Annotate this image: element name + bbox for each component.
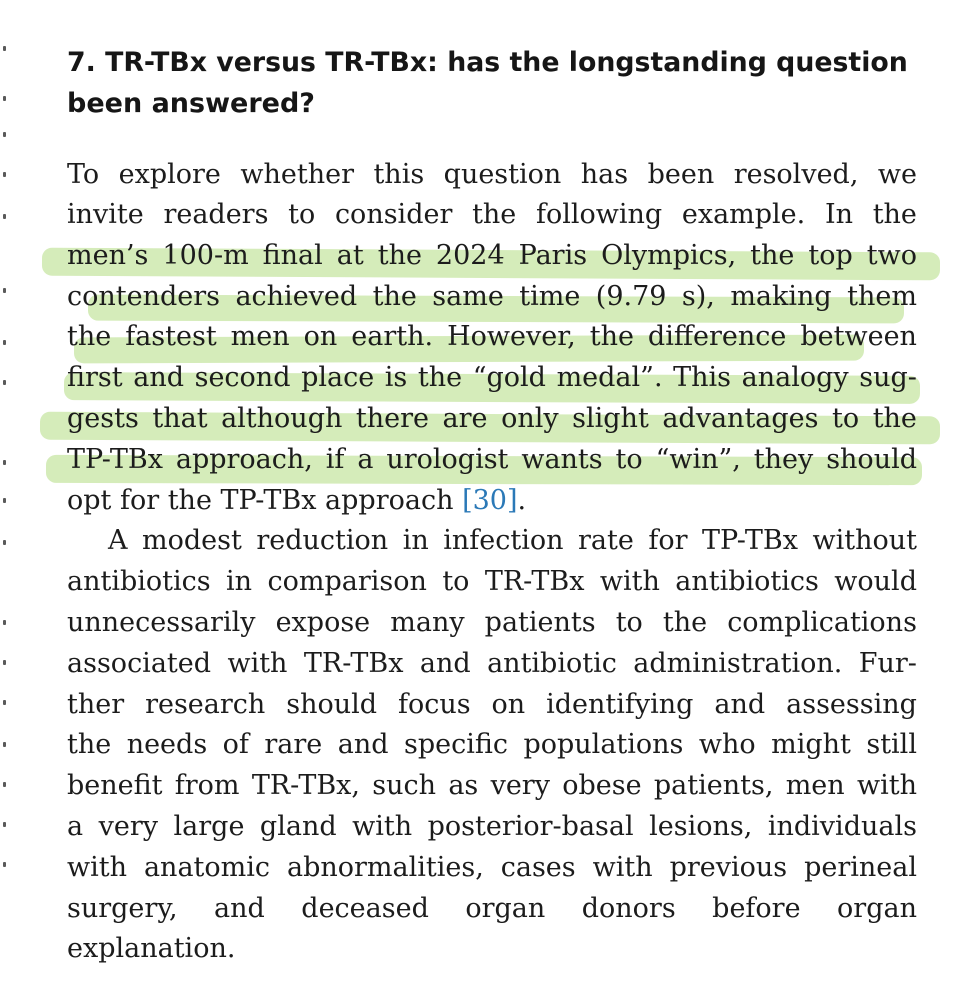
word: reduction	[256, 525, 389, 556]
word: deceased	[301, 893, 429, 924]
text-fragment: opt for the TP-TBx approach	[67, 485, 454, 516]
word: associated	[67, 648, 212, 679]
text-line	[67, 644, 917, 684]
word: rare	[264, 729, 323, 760]
word: the	[67, 321, 112, 352]
word: ther	[67, 689, 125, 720]
word: we	[877, 159, 917, 190]
word: the	[750, 240, 795, 271]
word: place	[301, 362, 375, 393]
word: Paris	[518, 240, 588, 271]
word: with	[599, 566, 660, 597]
word: the	[377, 240, 422, 271]
word: to	[288, 199, 316, 230]
word: specific	[403, 729, 508, 760]
word: donors	[581, 893, 676, 924]
text-line	[67, 440, 917, 480]
word: and	[133, 362, 184, 393]
text-line	[67, 399, 917, 439]
word: surgery,	[67, 893, 178, 924]
word: fastest	[125, 321, 217, 352]
word: Fur-	[858, 648, 917, 679]
word: making	[730, 281, 832, 312]
word: anatomic	[143, 852, 271, 883]
word: of	[222, 729, 249, 760]
word: explore	[118, 159, 221, 190]
text-line	[67, 277, 917, 317]
word: medal”.	[556, 362, 663, 393]
word: Olympics,	[601, 240, 737, 271]
word: following	[535, 199, 663, 230]
word: the	[589, 321, 634, 352]
word: unnecessarily	[67, 607, 256, 638]
word: invite	[67, 199, 144, 230]
word: to	[832, 403, 860, 434]
word: on	[491, 689, 526, 720]
text-line	[67, 766, 917, 806]
word: with	[592, 852, 653, 883]
word: assessing	[786, 689, 917, 720]
word: many	[390, 607, 465, 638]
word: question	[443, 159, 562, 190]
word: contenders	[67, 281, 221, 312]
text-line	[67, 725, 917, 765]
word: without	[812, 525, 917, 556]
word: previous	[669, 852, 788, 883]
word: needs	[126, 729, 208, 760]
word: antibiotics	[67, 566, 211, 597]
word: a	[67, 811, 84, 842]
word: example.	[681, 199, 806, 230]
word: same	[432, 281, 504, 312]
word: posterior-basal	[427, 811, 634, 842]
word: there	[355, 403, 430, 434]
word: A	[108, 525, 128, 556]
word: TR-TBx	[303, 648, 404, 679]
word: this	[373, 159, 425, 190]
word: as	[448, 770, 479, 801]
word: the	[872, 403, 917, 434]
word: the	[872, 199, 917, 230]
word: still	[866, 729, 917, 760]
word: gests	[67, 403, 139, 434]
word: modest	[142, 525, 242, 556]
word: is	[384, 362, 408, 393]
word: comparison	[267, 566, 427, 597]
word: second	[194, 362, 291, 393]
word: patients,	[653, 770, 774, 801]
word: organ	[465, 893, 546, 924]
word: wants	[521, 444, 603, 475]
word: To	[67, 159, 100, 190]
word: whether	[240, 159, 354, 190]
text-line	[67, 317, 917, 357]
word: with	[67, 852, 127, 883]
word: on	[303, 321, 338, 352]
word: obese	[562, 770, 642, 801]
word: This	[673, 362, 732, 393]
word: TP-TBx	[67, 444, 163, 475]
word: before	[712, 893, 801, 924]
word: very	[490, 770, 550, 801]
word: top	[808, 240, 853, 271]
word: sug-	[859, 362, 917, 393]
word: expose	[275, 607, 371, 638]
word: However,	[447, 321, 576, 352]
word: earth.	[351, 321, 434, 352]
word: analogy	[741, 362, 849, 393]
word: large	[173, 811, 245, 842]
word: would	[834, 566, 917, 597]
text-line	[108, 521, 917, 561]
word: and	[214, 893, 265, 924]
word: administration.	[633, 648, 843, 679]
word: with	[227, 648, 288, 679]
text-line	[67, 807, 917, 847]
word: men	[230, 321, 290, 352]
word: individuals	[767, 811, 917, 842]
word: benefit	[67, 770, 163, 801]
word: final	[262, 240, 323, 271]
word: who	[698, 729, 756, 760]
word: readers	[163, 199, 269, 230]
text-line-last	[67, 929, 917, 969]
word: to	[615, 607, 643, 638]
word: identifying	[546, 689, 694, 720]
word: and	[419, 648, 471, 679]
word: has	[580, 159, 629, 190]
word: they	[753, 444, 814, 475]
word: between	[800, 321, 917, 352]
word: such	[372, 770, 437, 801]
word: should	[826, 444, 917, 475]
word: are	[442, 403, 488, 434]
word: should	[286, 689, 378, 720]
text-line	[67, 685, 917, 725]
word: in	[226, 566, 253, 597]
word: the	[67, 729, 112, 760]
word: might	[771, 729, 851, 760]
citation-link-30[interactable]: [30]	[462, 485, 518, 516]
text-fragment: .	[517, 485, 527, 516]
word: rate	[578, 525, 634, 556]
word: and	[714, 689, 766, 720]
word: men’s	[67, 240, 149, 271]
word: antibiotics	[675, 566, 819, 597]
word: 2024	[435, 240, 505, 271]
word: 100-m	[162, 240, 249, 271]
word: patients	[484, 607, 596, 638]
text-line	[67, 155, 917, 195]
word: and	[337, 729, 389, 760]
word: at	[336, 240, 364, 271]
word: only	[501, 403, 559, 434]
word: if	[325, 444, 345, 475]
word: difference	[647, 321, 787, 352]
word: the	[417, 362, 463, 393]
word: achieved	[235, 281, 358, 312]
word: the	[372, 281, 417, 312]
word: TR-TBx,	[251, 770, 360, 801]
section-heading	[67, 42, 927, 124]
text-line	[67, 358, 917, 398]
word: the	[662, 607, 708, 638]
word: populations	[523, 729, 684, 760]
word: men	[785, 770, 845, 801]
text-line	[67, 195, 917, 235]
word: two	[866, 240, 917, 271]
word: a	[357, 444, 374, 475]
word: advantages	[662, 403, 819, 434]
word: urologist	[386, 444, 509, 475]
word: that	[152, 403, 208, 434]
section-heading-line: 7. TR-TBx versus TR-TBx: has the longstanding question	[67, 47, 908, 78]
word: slight	[572, 403, 649, 434]
text-line	[67, 889, 917, 929]
word: antibiotic	[487, 648, 617, 679]
word: although	[221, 403, 343, 434]
word: focus	[397, 689, 471, 720]
word: TP-TBx	[702, 525, 798, 556]
word: organ	[837, 893, 917, 924]
word: for	[648, 525, 688, 556]
word: consider	[334, 199, 453, 230]
word: approach,	[175, 444, 313, 475]
text-line	[67, 236, 917, 276]
word: with	[856, 770, 917, 801]
word: abnormalities,	[286, 852, 484, 883]
word: to	[615, 444, 643, 475]
text-line	[67, 848, 917, 888]
word: explanation.	[67, 933, 236, 964]
word: from	[174, 770, 240, 801]
word: in	[402, 525, 429, 556]
text-line-last	[67, 481, 917, 521]
word: first	[67, 362, 123, 393]
word: In	[824, 199, 853, 230]
word: “gold	[472, 362, 546, 393]
word: infection	[443, 525, 564, 556]
word: (9.79	[595, 281, 667, 312]
word: lesions,	[649, 811, 753, 842]
word: “win”,	[655, 444, 741, 475]
section-heading-line: been answered?	[67, 88, 315, 119]
word: time	[519, 281, 581, 312]
word: gland	[259, 811, 337, 842]
word: research	[145, 689, 266, 720]
word: cases	[500, 852, 576, 883]
text-line	[67, 562, 917, 602]
word: resolved,	[733, 159, 859, 190]
word: them	[847, 281, 917, 312]
adjacent-column-fragments	[0, 0, 14, 995]
word: to	[442, 566, 470, 597]
word: s),	[681, 281, 715, 312]
word: with	[352, 811, 413, 842]
word: complications	[727, 607, 917, 638]
word: TR-TBx	[484, 566, 585, 597]
text-line	[67, 603, 917, 643]
word: the	[472, 199, 517, 230]
word: been	[647, 159, 715, 190]
word: very	[98, 811, 159, 842]
word: perineal	[804, 852, 917, 883]
